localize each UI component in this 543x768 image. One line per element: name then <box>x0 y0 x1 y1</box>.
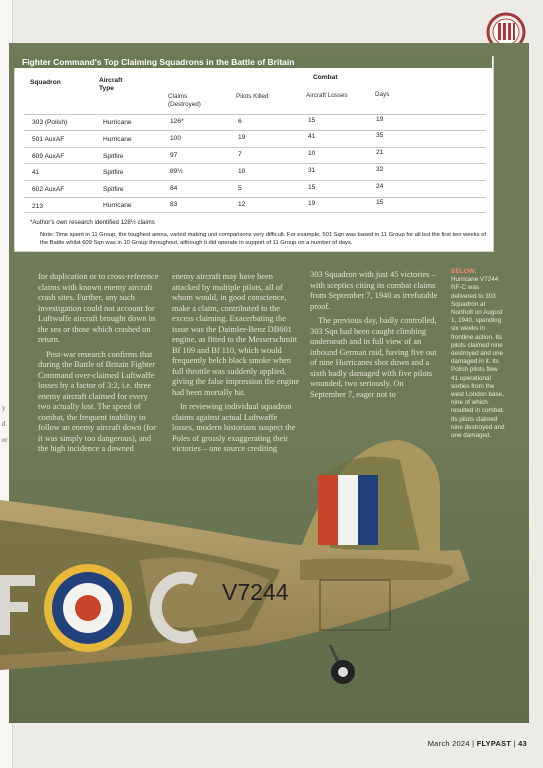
photo-caption <box>451 268 505 440</box>
folio-date: March 2024 <box>427 739 470 748</box>
table-cell: 12 <box>238 201 246 208</box>
table-cell: 84 <box>170 185 178 192</box>
table-cell: 32 <box>376 166 384 173</box>
table-cell: 15 <box>308 184 316 191</box>
table-cell: 24 <box>376 183 384 190</box>
hurricane-aircraft-image <box>0 430 520 700</box>
header-pilots-killed: Pilots Killed <box>236 93 269 100</box>
table-cell: 6 <box>238 118 242 125</box>
paragraph: Post-war research confirms that during the Battle of Britain Fighter Command over-claimed Luftwaffe losses by a factor of 3:2, i.e. three enemy aircraft claimed for every two actually lost. The speed of combat, the frequent inability to follow an enemy aircraft down (for it was simply too dangerous), and the high incidence a downed <box>38 349 156 453</box>
left-fragment: d <box>2 420 6 428</box>
header-squadron: Squadron <box>30 79 61 86</box>
table-cell: Spitfire <box>103 153 124 160</box>
table-cell: 31 <box>308 167 316 174</box>
table-cell: Hurricane <box>103 202 132 209</box>
table-cell: 126* <box>170 118 184 125</box>
table-cell: 89½ <box>170 168 183 175</box>
table-cell: 609 AuxAF <box>32 153 65 160</box>
paragraph: 303 Squadron with just 45 victories – with sceptics citing its combat claims from September 7, 1940 as irrefutable proof. <box>310 270 438 311</box>
table-cell: 41 <box>32 169 40 176</box>
header-combat: Combat <box>313 74 338 81</box>
folio-page-number: 43 <box>518 739 527 748</box>
paragraph: for duplication or to cross-reference claims with known enemy aircraft crash sites. Further, any such investigation could not account for Luftwaffe aircraft brought down in the sea or those which crashed on return. <box>38 272 159 344</box>
table-cell: 5 <box>238 185 242 192</box>
table-cell: 35 <box>376 132 384 139</box>
caption-text: Hurricane V7244 RF-C was delivered to 303 Squadron at Northolt on August 1, 1940, spending six weeks in frontline action. Its pilots claimed nine destroyed and one damaged in it. Its Polish pilots flew 41 operational sorties from the west London base, nine of which resulted in combat. Its pilots claimed nine destroyed and one damaged. <box>451 276 505 440</box>
paragraph: In reviewing individual squadron claims against actual Luftwaffe losses, modern historians suspect the Poles of grossly exaggerating their victories – one source crediting <box>172 402 296 453</box>
table-cell: 100 <box>170 135 182 142</box>
table-cell: 21 <box>376 149 384 156</box>
table-cell: 602 AuxAF <box>32 186 65 193</box>
table-footnote: *Author's own research identified 128½ claims <box>30 219 155 226</box>
paragraph: The previous day, badly controlled, 303 Sqn had been caught climbing underneath and in full view of an inbound German raid, having five out of nine Hurricanes shot down and a sixth badly damaged with five pilots wounded, two seriously. On September 7, eager not to <box>310 316 437 399</box>
table-cell: 7 <box>238 151 242 158</box>
table-cell: 15 <box>376 199 384 206</box>
header-days: Days <box>375 91 390 98</box>
header-aircraft-losses: Aircraft Losses <box>306 92 348 99</box>
folio-magazine: FLYPAST <box>476 739 512 748</box>
caption-label: BELOW: <box>451 268 477 275</box>
left-fragment: er <box>2 436 8 444</box>
aircraft-serial: V7244 <box>222 579 289 605</box>
table-cell: Hurricane <box>103 119 132 126</box>
paragraph: enemy aircraft may have been attacked by multiple pilots, all of whom would, in good conscience, make a claim, contributed to the excess claiming. Exacerbating the issue was the Daimler-Benz DB601 engine, as fitted to the Messerschmitt Bf 109 and Bf 110, which would frequently belch black smoke when full throttle was suddenly applied, giving the false impression the engine had been mortally hit. <box>172 272 300 397</box>
table-cell: 19 <box>308 200 316 207</box>
table-cell: 41 <box>308 133 316 140</box>
text-column-3 <box>310 270 440 404</box>
page-folio: March 2024 | FLYPAST | 43 <box>427 739 527 748</box>
table-cell: 10 <box>238 168 246 175</box>
left-fragment: y <box>2 404 6 412</box>
table-cell: 213 <box>32 203 44 210</box>
table-note: Note: Time spent in 11 Group, the toughest arena, varied making unit comparisons very difficult. For example, 501 Sqn was based in 11 Group for all but the first two weeks of the Battle whilst 609 Sqn was in 10 Group throughout, although it did operate in support of 11 Group on a number of days. <box>40 232 486 246</box>
table-title: Fighter Command's Top Claiming Squadrons in the Battle of Britain <box>14 56 492 68</box>
header-claims: Claims (Destroyed) <box>168 93 201 108</box>
table-cell: Hurricane <box>103 136 132 143</box>
table-cell: 10 <box>308 150 316 157</box>
table-cell: 19 <box>238 134 246 141</box>
table-cell: 15 <box>308 117 316 124</box>
table-cell: 19 <box>376 116 384 123</box>
table-cell: Spitfire <box>103 186 124 193</box>
table-cell: 303 (Polish) <box>32 119 68 126</box>
table-cell: 501 AuxAF <box>32 136 65 143</box>
table-cell: 97 <box>170 152 178 159</box>
table-cell: 83 <box>170 201 178 208</box>
table-cell: Spitfire <box>103 169 124 176</box>
header-aircraft-type: Aircraft Type <box>99 77 123 92</box>
